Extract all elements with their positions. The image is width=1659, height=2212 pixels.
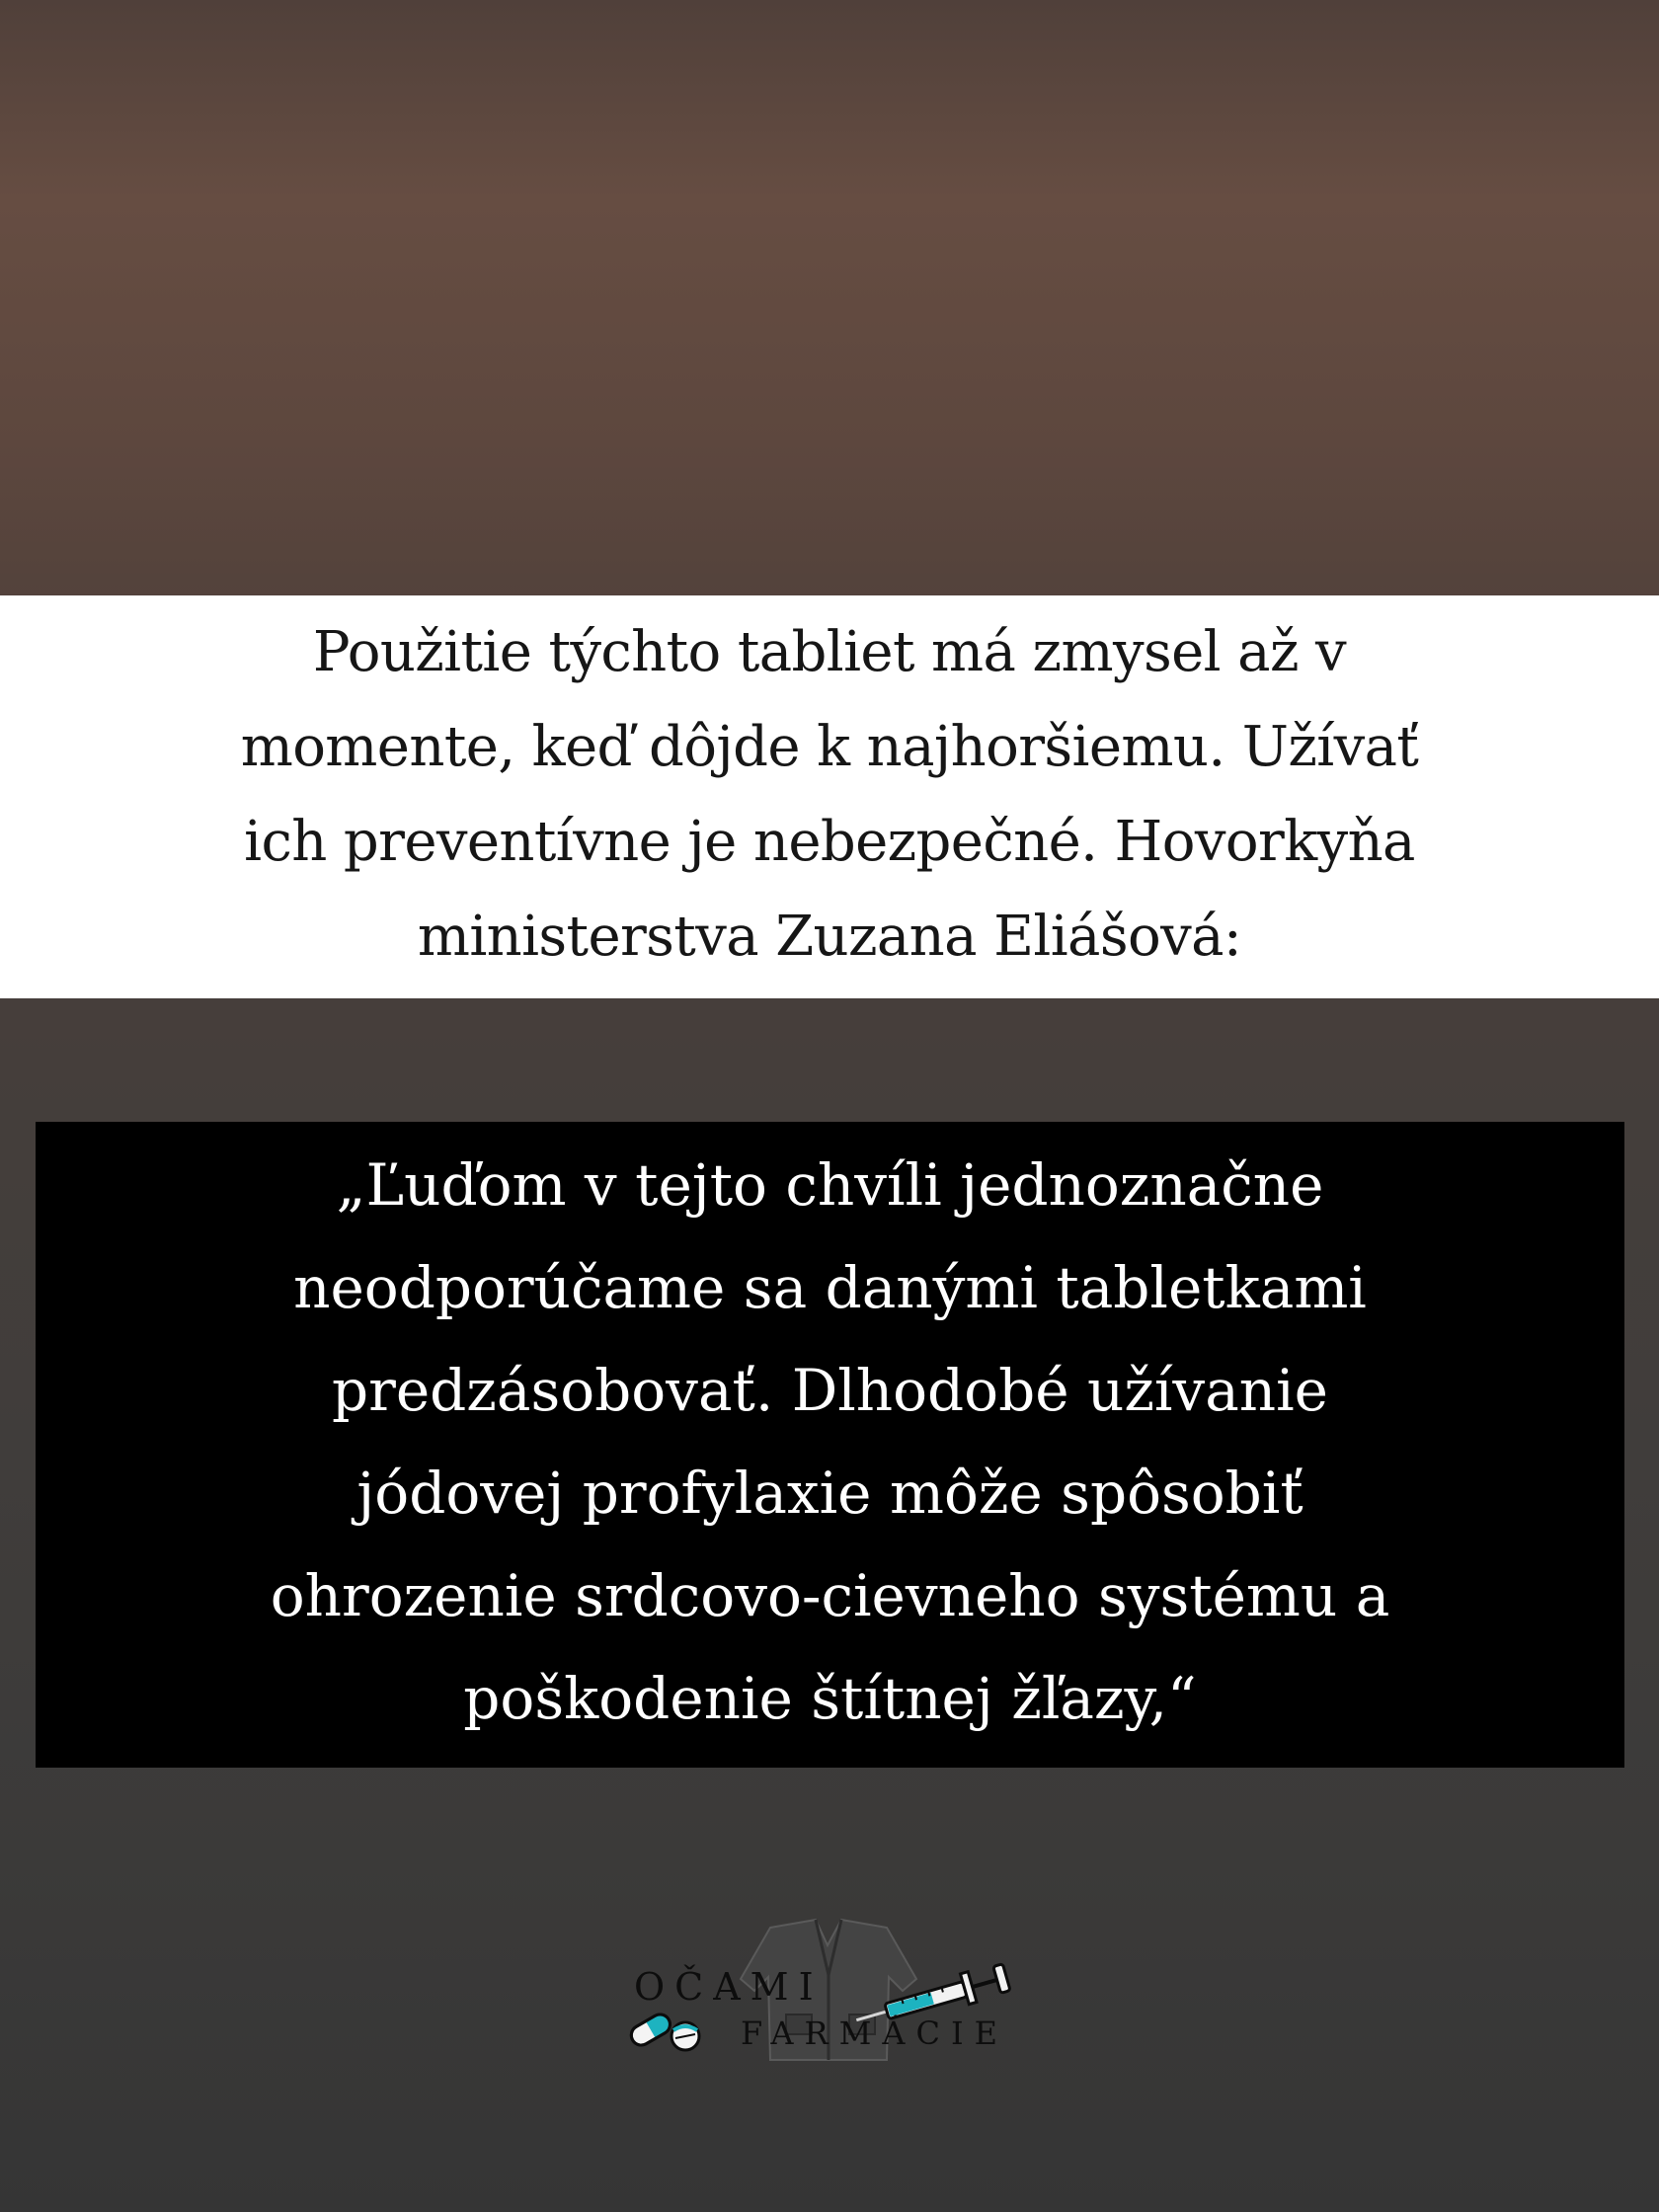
quote-line-6: poškodenie štítnej žľazy,“ — [463, 1665, 1197, 1732]
quote-line-1: „Ľuďom v tejto chvíli jednoznačne — [336, 1151, 1324, 1219]
intro-caption — [0, 595, 1659, 998]
intro-line-4: ministerstva Zuzana Eliášová: — [417, 905, 1242, 969]
intro-line-1: Použitie týchto tabliet má zmysel až v — [312, 620, 1347, 684]
intro-line-3: ich preventívne je nebezpečné. Hovorkyňa — [244, 810, 1415, 874]
logo-word-ocami: OČAMI — [634, 1965, 824, 2009]
quote-line-5: ohrozenie srdcovo-cievneho systému a — [270, 1562, 1390, 1629]
intro-line-2: momente, keď dôjde k najhoršiemu. Užívať — [240, 715, 1419, 779]
quote-caption — [36, 1122, 1624, 1768]
quote-line-3: predzásobovať. Dlhodobé užívanie — [332, 1357, 1328, 1424]
quote-line-4: jódovej profylaxie môže spôsobiť — [356, 1460, 1304, 1527]
quote-line-2: neodporúčame sa danými tabletkami — [293, 1254, 1367, 1321]
logo-word-farmacie: FARMÁCIE — [741, 2014, 1008, 2052]
ocami-farmacie-logo — [622, 1916, 1057, 2064]
